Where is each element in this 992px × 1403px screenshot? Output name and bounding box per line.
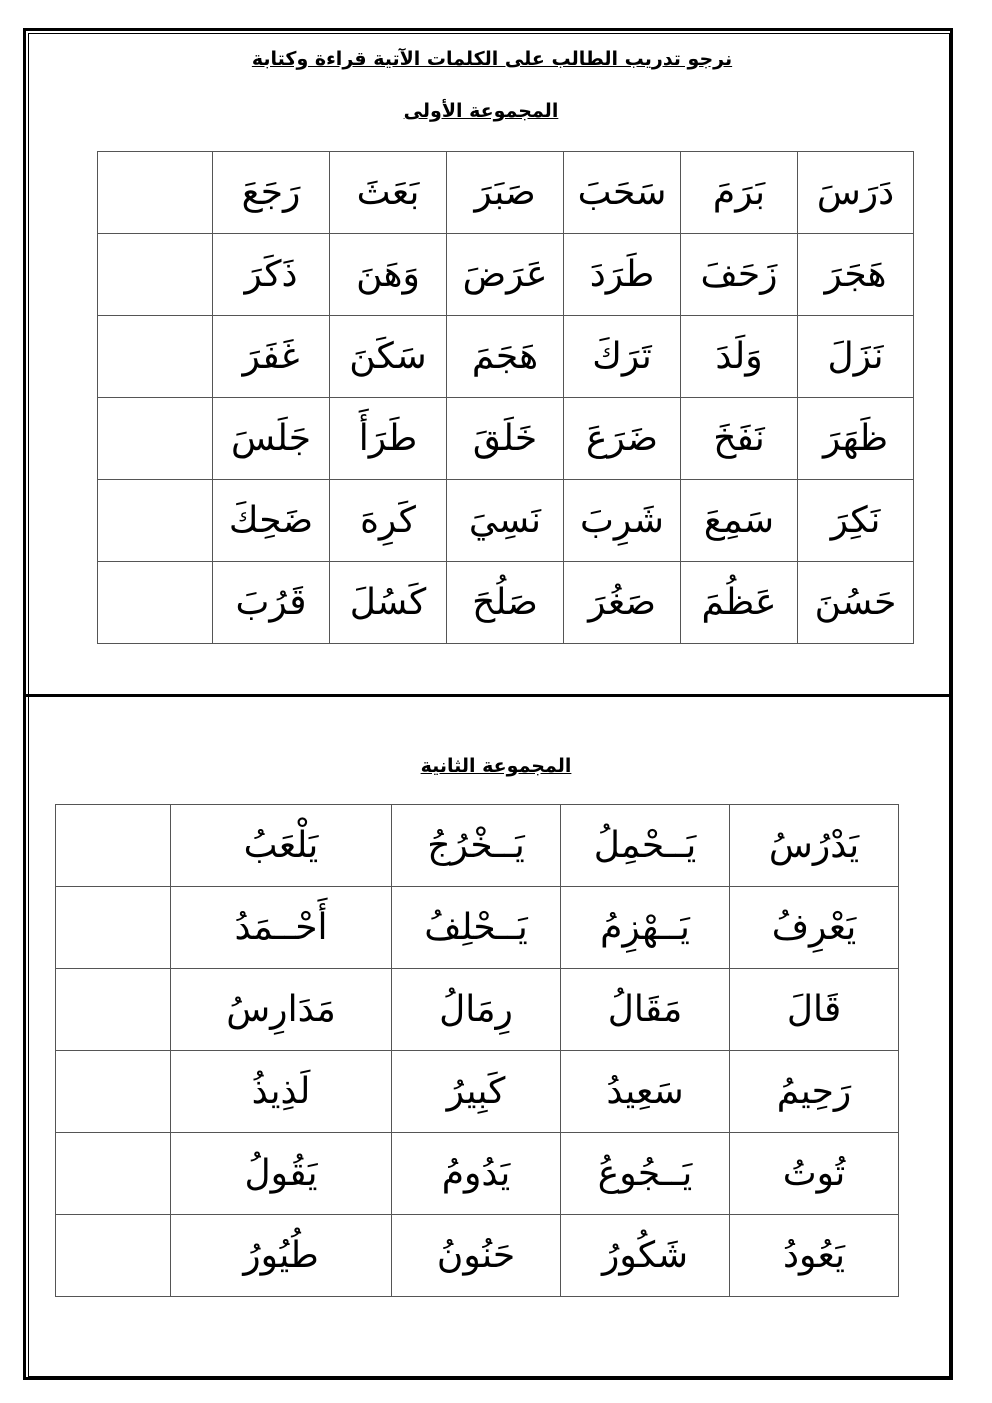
word-cell: رَحِيمُ (730, 1051, 899, 1133)
word-cell: شَرِبَ (564, 480, 681, 562)
word-cell: لَذِيذُ (171, 1051, 392, 1133)
word-cell: يَــحْمِلُ (561, 805, 730, 887)
blank-writing-cell (56, 1133, 171, 1215)
blank-writing-cell (98, 562, 213, 644)
word-cell: غَفَرَ (213, 316, 330, 398)
table-row (98, 398, 914, 480)
word-cell: يَدْرُسُ (730, 805, 899, 887)
word-cell: ضَرَعَ (564, 398, 681, 480)
word-cell: ظَهَرَ (798, 398, 914, 480)
word-cell: يَــهْزِمُ (561, 887, 730, 969)
table-row (56, 1215, 899, 1297)
blank-writing-cell (98, 316, 213, 398)
blank-writing-cell (56, 1215, 171, 1297)
word-cell: زَحَفَ (681, 234, 798, 316)
blank-writing-cell (56, 969, 171, 1051)
word-cell: يَــحْلِفُ (392, 887, 561, 969)
word-cell: مَقَالُ (561, 969, 730, 1051)
word-cell: ذَكَرَ (213, 234, 330, 316)
word-cell: يَــخْرُجُ (392, 805, 561, 887)
word-cell: تُوتُ (730, 1133, 899, 1215)
word-cell: هَجَرَ (798, 234, 914, 316)
word-cell: خَلَقَ (447, 398, 564, 480)
group1-title: المجموعة الأولى (403, 100, 559, 122)
word-cell: يَعْرِفُ (730, 887, 899, 969)
group1-word-table (97, 151, 914, 644)
word-cell: طَرَدَ (564, 234, 681, 316)
table-row (56, 969, 899, 1051)
table-row (98, 234, 914, 316)
word-cell: صَلُحَ (447, 562, 564, 644)
word-cell: طُيُورُ (171, 1215, 392, 1297)
word-cell: نَفَخَ (681, 398, 798, 480)
blank-writing-cell (98, 480, 213, 562)
word-cell: سَكَنَ (330, 316, 447, 398)
word-cell: ضَحِكَ (213, 480, 330, 562)
word-cell: بَرَمَ (681, 152, 798, 234)
word-cell: نَسِيَ (447, 480, 564, 562)
word-cell: صَغُرَ (564, 562, 681, 644)
blank-writing-cell (98, 398, 213, 480)
group2-title: المجموعة الثانية (420, 755, 572, 777)
blank-writing-cell (56, 805, 171, 887)
word-cell: سَحَبَ (564, 152, 681, 234)
word-cell: هَجَمَ (447, 316, 564, 398)
word-cell: رِمَالُ (392, 969, 561, 1051)
word-cell: يَعُودُ (730, 1215, 899, 1297)
word-cell: يَلْعَبُ (171, 805, 392, 887)
word-cell: سَمِعَ (681, 480, 798, 562)
word-cell: بَعَثَ (330, 152, 447, 234)
word-cell: نَكِرَ (798, 480, 914, 562)
table-row (98, 562, 914, 644)
word-cell: نَزَلَ (798, 316, 914, 398)
table-row (98, 480, 914, 562)
word-cell: شَكُورُ (561, 1215, 730, 1297)
blank-writing-cell (56, 887, 171, 969)
word-cell: يَدُومُ (392, 1133, 561, 1215)
word-cell: عَرَضَ (447, 234, 564, 316)
word-cell: قَالَ (730, 969, 899, 1051)
table-row (98, 316, 914, 398)
table-row (56, 887, 899, 969)
word-cell: رَجَعَ (213, 152, 330, 234)
word-cell: حَنُونُ (392, 1215, 561, 1297)
blank-writing-cell (98, 234, 213, 316)
word-cell: صَبَرَ (447, 152, 564, 234)
table-row (56, 1133, 899, 1215)
word-cell: وَهَنَ (330, 234, 447, 316)
word-cell: كَبِيرُ (392, 1051, 561, 1133)
word-cell: حَسُنَ (798, 562, 914, 644)
word-cell: قَرُبَ (213, 562, 330, 644)
word-cell: دَرَسَ (798, 152, 914, 234)
word-cell: أَحْــمَدُ (171, 887, 392, 969)
blank-writing-cell (56, 1051, 171, 1133)
word-cell: مَدَارِسُ (171, 969, 392, 1051)
page-title: نرجو تدريب الطالب على الكلمات الآتية قراءة وكتابة (251, 48, 733, 70)
word-cell: تَرَكَ (564, 316, 681, 398)
word-cell: كَسُلَ (330, 562, 447, 644)
word-cell: سَعِيدُ (561, 1051, 730, 1133)
word-cell: جَلَسَ (213, 398, 330, 480)
table-row (98, 152, 914, 234)
group2-word-table (55, 804, 899, 1297)
section-divider (23, 694, 953, 697)
table-row (56, 1051, 899, 1133)
word-cell: عَظُمَ (681, 562, 798, 644)
word-cell: طَرَأَ (330, 398, 447, 480)
word-cell: يَــجُوعُ (561, 1133, 730, 1215)
word-cell: كَرِهَ (330, 480, 447, 562)
table-row (56, 805, 899, 887)
word-cell: وَلَدَ (681, 316, 798, 398)
word-cell: يَقُولُ (171, 1133, 392, 1215)
blank-writing-cell (98, 152, 213, 234)
